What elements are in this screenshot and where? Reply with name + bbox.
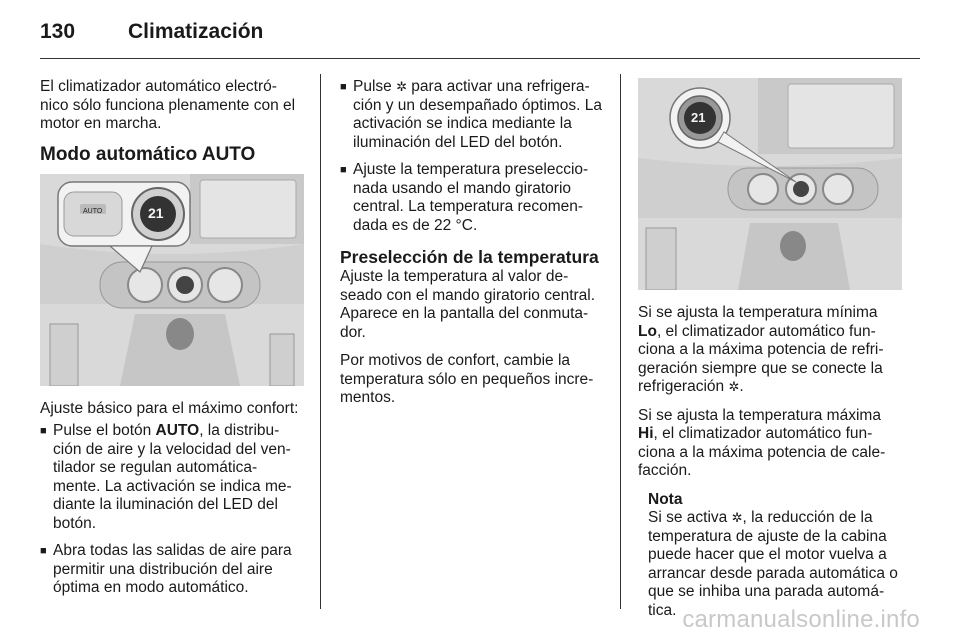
auto-key: AUTO bbox=[155, 422, 200, 439]
header-rule bbox=[40, 58, 920, 59]
knob-display: 21 bbox=[691, 110, 706, 125]
paragraph: Por motivos de confort, cambie la temperatura sólo en pequeños incre- mentos. bbox=[340, 352, 594, 406]
note-text: Si se activa ✲, la reducción de la temperatura de ajuste de la cabina puede hacer que el motor vuelva a arrancar desde parada automática o que se inhiba una parada automá- tica. bbox=[648, 509, 898, 619]
bullet-text: , la distribu- ción de aire y la velocidad del ven- tilador se regulan automática- mente. La activación se indica me- diante la iluminación del LED del botón. bbox=[53, 422, 292, 532]
snowflake-ac-icon: ✲ bbox=[396, 79, 407, 94]
bullet-text: Pulse bbox=[353, 78, 397, 95]
list-item bbox=[340, 78, 604, 152]
paragraph: Ajuste la temperatura al valor de- seado con el mando giratorio central. Aparece en la pantalla del conmuta- dor. bbox=[340, 268, 596, 341]
bullet-text: Pulse el botón bbox=[53, 422, 156, 439]
square-bullet-icon: ■ bbox=[340, 81, 347, 93]
bullet-text: para activar una refrigera- ción y un desempañado óptimos. La activación se indica mediante la iluminación del LED del botón. bbox=[353, 78, 603, 151]
column-1 bbox=[40, 78, 304, 607]
dashboard-illustration bbox=[40, 174, 304, 386]
lo-key: Lo bbox=[638, 322, 657, 340]
page-number: 130 bbox=[40, 20, 76, 43]
square-bullet-icon: ■ bbox=[340, 164, 347, 176]
list-item bbox=[40, 422, 304, 533]
knob-display: 21 bbox=[148, 204, 164, 221]
square-bullet-icon: ■ bbox=[40, 545, 47, 557]
snowflake-ac-icon: ✲ bbox=[731, 510, 743, 525]
dashboard-illustration bbox=[638, 78, 902, 290]
section-heading-temperature: Preselección de la temperatura bbox=[340, 247, 599, 267]
paragraph: Si se ajusta la temperatura mínima Lo, el climatizador automático fun- ciona a la máxima potencia de refri- geración siempre que se conecte la refrigeración ✲. bbox=[638, 304, 884, 395]
watermark: carmanualsonline.info bbox=[682, 606, 920, 633]
bullet-text: Abra todas las salidas de aire para permitir una distribución del aire óptima en modo automático. bbox=[53, 542, 292, 596]
page-header bbox=[40, 18, 263, 46]
snowflake-ac-icon: ✲ bbox=[728, 379, 740, 394]
hi-key: Hi bbox=[638, 425, 654, 442]
page-title: Climatización bbox=[128, 20, 264, 43]
note-box bbox=[648, 491, 902, 621]
column-divider-1 bbox=[320, 74, 321, 609]
section-heading-auto: Modo automático AUTO bbox=[40, 143, 256, 165]
note-title: Nota bbox=[648, 490, 683, 508]
figure-temperature-knob bbox=[638, 78, 902, 290]
bullet-text: Ajuste la temperatura preseleccio- nada usando el mando giratorio central. La temperatura recomen- dada es de 22 °C. bbox=[353, 161, 589, 234]
panel-auto-label: AUTO bbox=[83, 207, 103, 215]
column-divider-2 bbox=[620, 74, 621, 609]
column-3 bbox=[638, 78, 902, 620]
paragraph: Si se ajusta la temperatura máxima Hi, el climatizador automático fun- ciona a la máxima potencia de cale- facción. bbox=[638, 406, 886, 479]
list-item bbox=[40, 542, 304, 598]
column-2 bbox=[340, 78, 604, 418]
lead-text: Ajuste básico para el máximo confort: bbox=[40, 399, 299, 417]
square-bullet-icon: ■ bbox=[40, 425, 47, 437]
intro-paragraph: El climatizador automático electró- nico sólo funciona plenamente con el motor en marcha. bbox=[40, 78, 296, 132]
figure-auto-mode bbox=[40, 174, 304, 386]
list-item bbox=[340, 161, 604, 235]
